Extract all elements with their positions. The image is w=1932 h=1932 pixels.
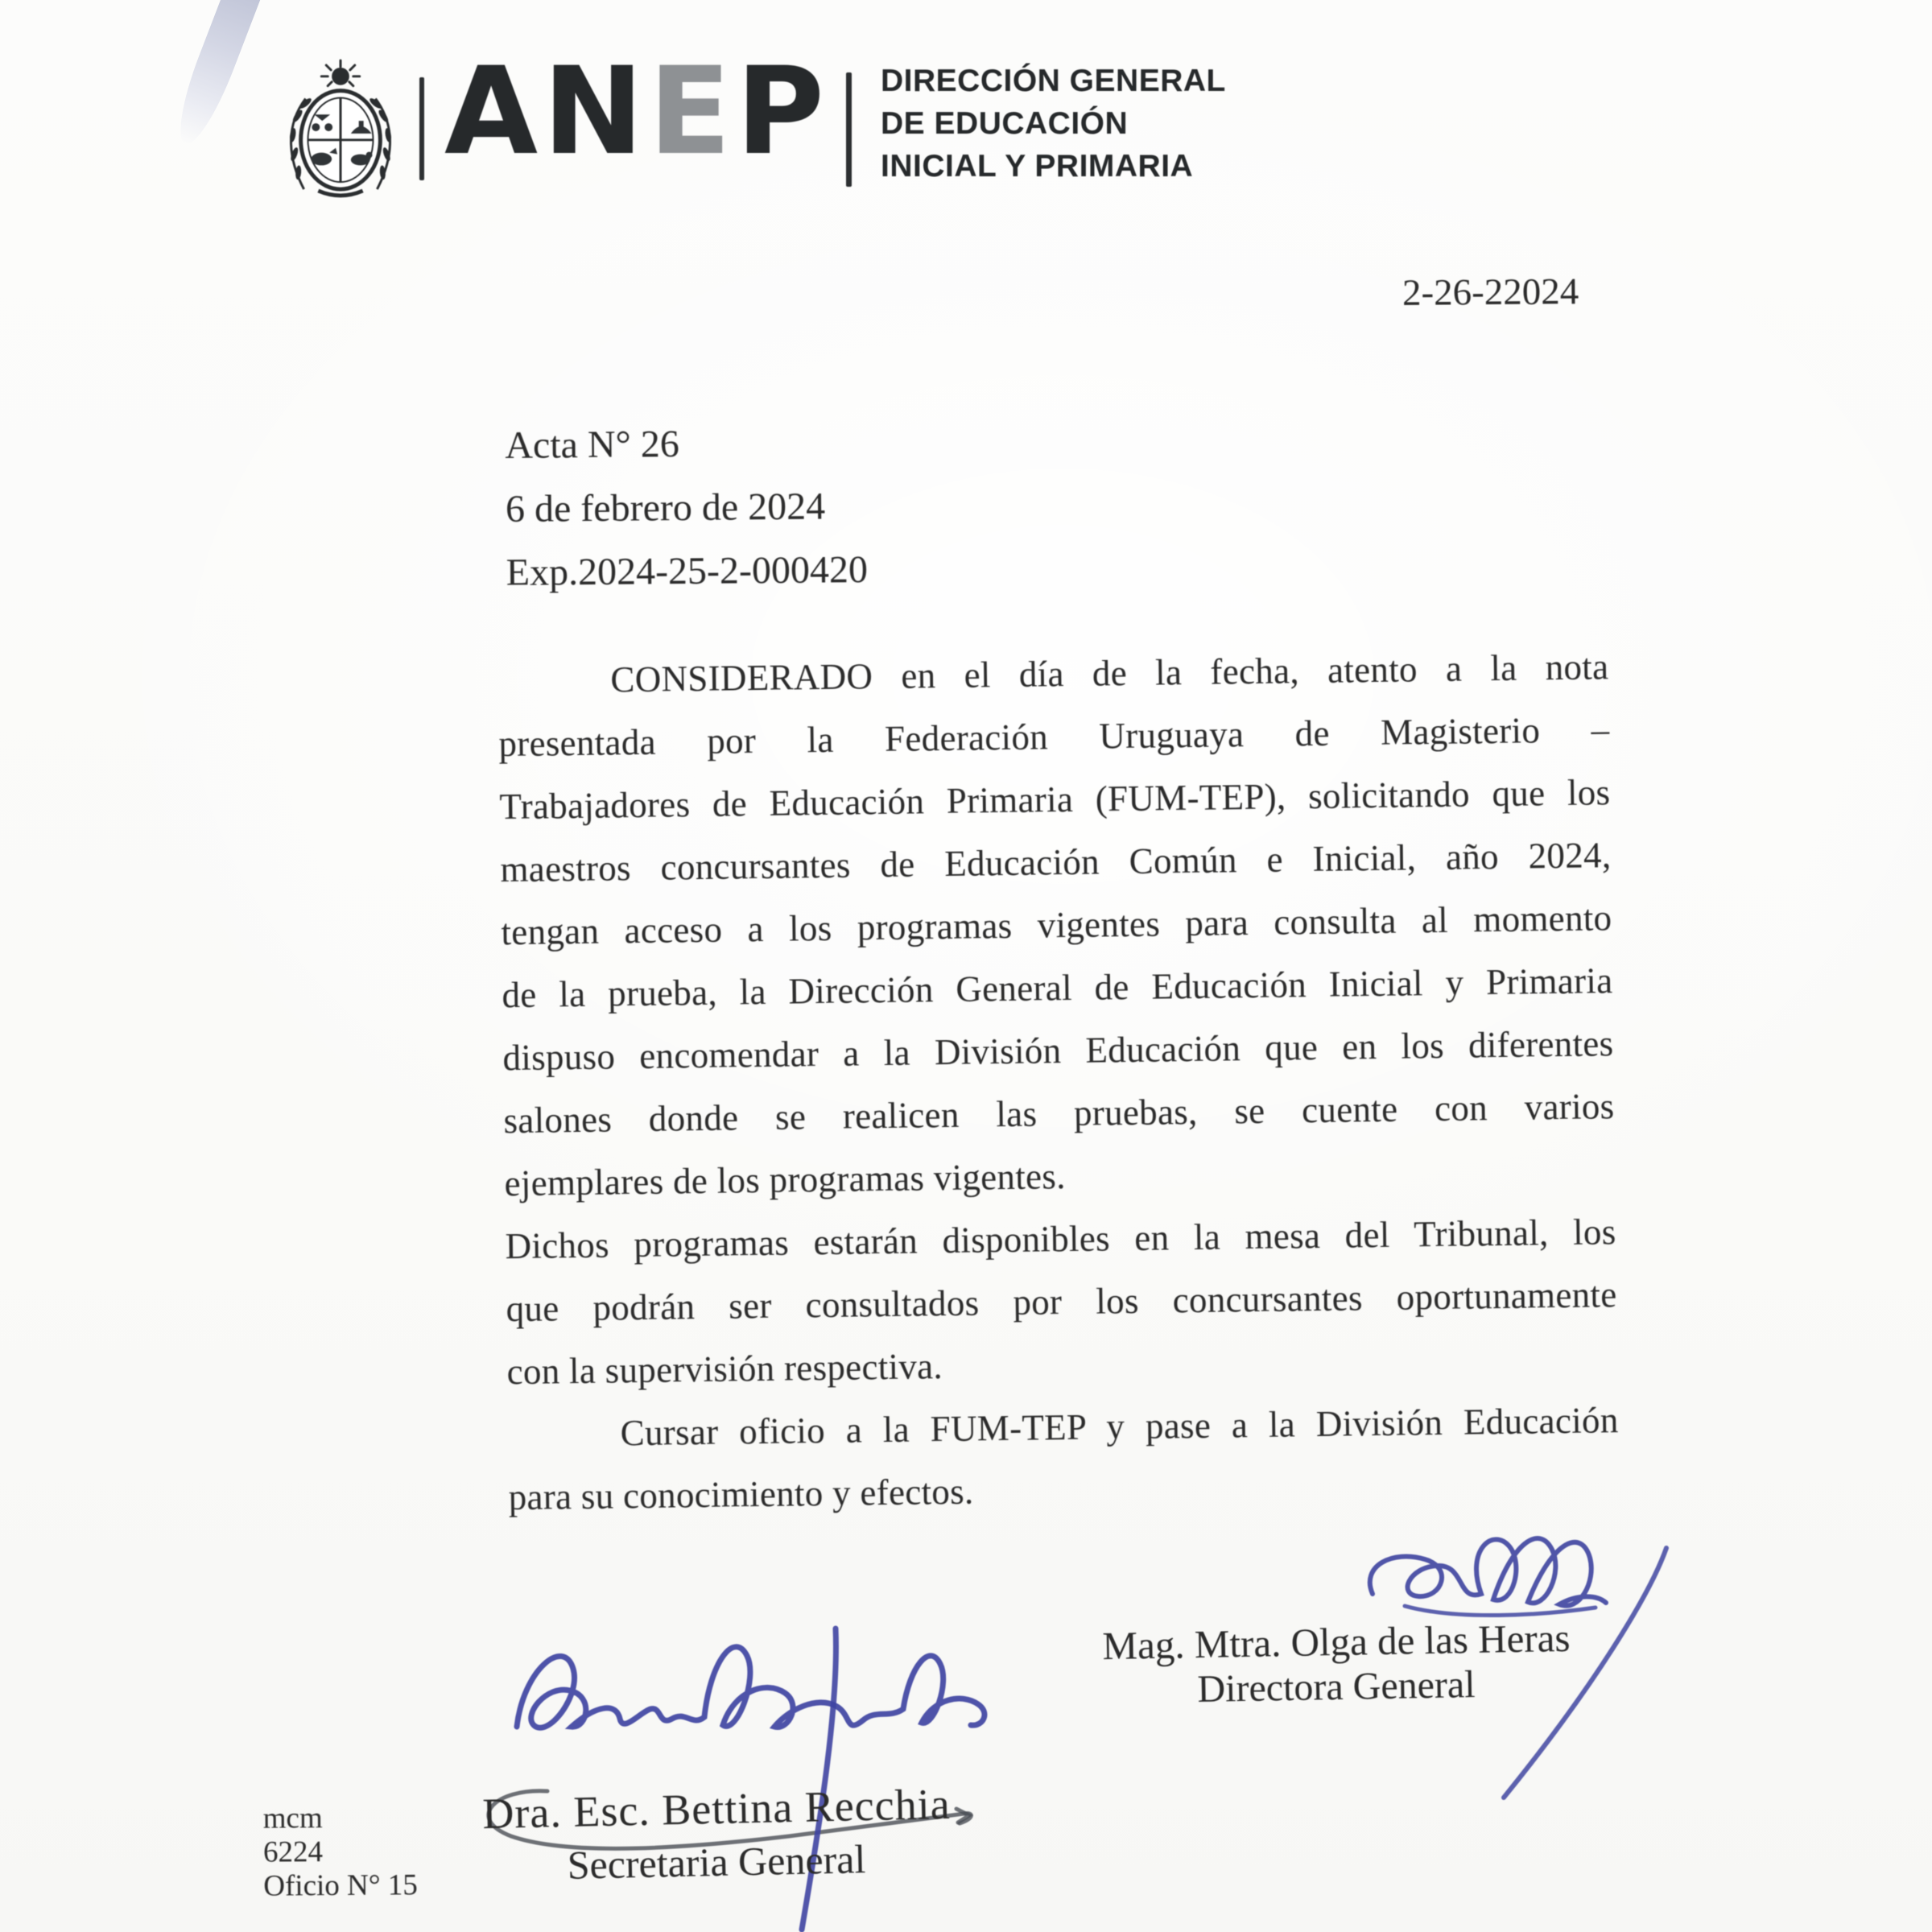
anep-logo-letter: A [444, 42, 543, 182]
anep-logo-letter: E [648, 42, 737, 182]
org-name-block [881, 60, 1226, 188]
header-divider-left [419, 77, 424, 180]
date-code: 2-26-22024 [1402, 270, 1579, 314]
anep-logo-letter: P [736, 42, 830, 182]
footer-reference-block [263, 1801, 418, 1903]
body-line: CONSIDERADO en el día de la fecha, atento a la nota [610, 646, 1609, 700]
letter-body [497, 635, 1620, 1529]
body-line: para su conocimiento y efectos. [508, 1471, 974, 1518]
body-line: de la prueba, la Dirección General de Educación Inicial y Primaria [502, 960, 1613, 1016]
file-number: 6224 [262, 1835, 324, 1869]
scan-streak-artifact [167, 0, 264, 151]
body-line: Dichos programas estarán disponibles en la mesa del Tribunal, los [505, 1212, 1616, 1267]
anep-logo-letter: N [543, 42, 649, 182]
body-line: salones donde se realicen las pruebas, se cuente con varios [503, 1086, 1615, 1141]
body-line: dispuso encomendar a la División Educación que en los diferentes [502, 1023, 1614, 1079]
body-line: ejemplares de los programas vigentes. [504, 1156, 1066, 1204]
anep-logo [444, 42, 830, 182]
body-line: Trabajadores de Educación Primaria (FUM-TEP), solicitando que los [499, 772, 1611, 828]
org-line: DIRECCIÓN GENERAL [881, 64, 1226, 98]
uruguay-coat-of-arms-icon [277, 58, 404, 200]
director-title: Directora General [1197, 1662, 1476, 1711]
director-name: Mag. Mtra. Olga de las Heras [1102, 1615, 1571, 1669]
clerk-initials: mcm [262, 1802, 323, 1835]
body-line: tengan acceso a los programas vigentes para consulta al momento [501, 898, 1612, 953]
body-line: maestros concursantes de Educación Común e Inicial, año 2024, [500, 835, 1612, 890]
org-line: INICIAL Y PRIMARIA [881, 149, 1194, 184]
body-line: Cursar oficio a la FUM-TEP y pase a la División Educación [620, 1400, 1619, 1454]
oficio-number: Oficio N° 15 [263, 1868, 418, 1903]
letter-date: 6 de febrero de 2024 [505, 485, 826, 530]
secretary-title: Secretaria General [567, 1836, 866, 1888]
header-divider-right [846, 72, 852, 187]
body-line: que podrán ser consultados por los concursantes oportunamente [506, 1274, 1617, 1330]
org-line: DE EDUCACIÓN [881, 106, 1129, 141]
body-line: presentada por la Federación Uruguaya de Magisterio – [498, 709, 1610, 765]
secretary-name: Dra. Esc. Bettina Recchia [481, 1779, 952, 1839]
reference-block [505, 411, 868, 605]
acta-number: Acta N° 26 [505, 423, 680, 467]
expediente-number: Exp.2024-25-2-000420 [506, 548, 869, 594]
body-line: con la supervisión respectiva. [506, 1346, 943, 1393]
